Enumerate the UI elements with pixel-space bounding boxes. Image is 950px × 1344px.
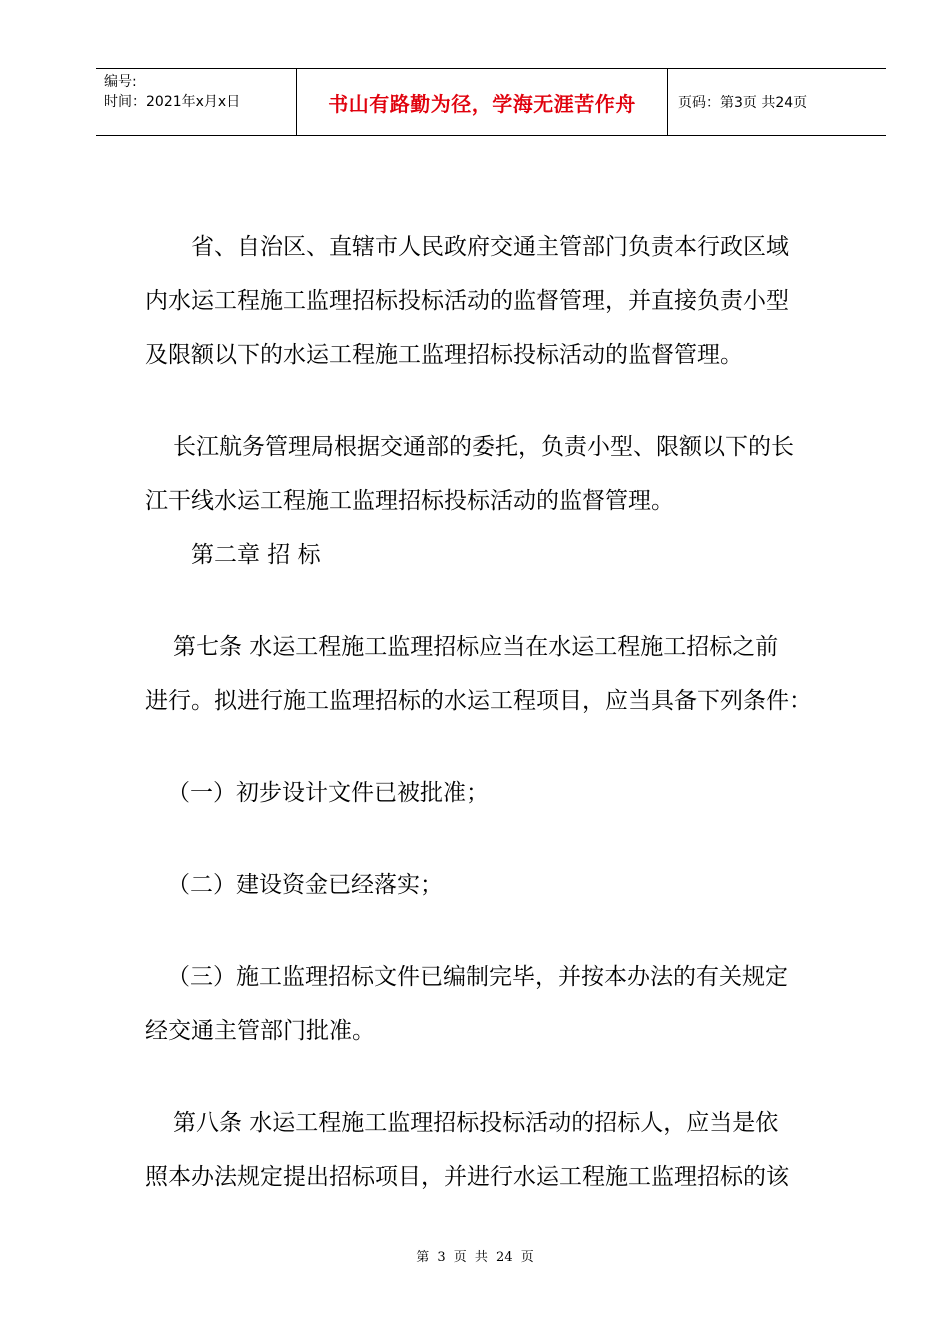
header-motto: 书山有路勤为径，学海无涯苦作舟 [297, 69, 668, 135]
condition-item-1: （一）初步设计文件已被批准； [167, 780, 489, 806]
chapter-heading: 第二章 招 标 [191, 542, 321, 568]
text-line: 第八条 水运工程施工监理招标投标活动的招标人，应当是依 [173, 1110, 779, 1136]
text-line: 及限额以下的水运工程施工监理招标投标活动的监督管理。 [145, 342, 743, 368]
header-meta [96, 69, 297, 135]
page-footer: 第 3 页 共 24 页 [416, 1250, 534, 1265]
text-line: 第七条 水运工程施工监理招标应当在水运工程施工招标之前 [173, 634, 779, 660]
text-line: 省、自治区、直辖市人民政府交通主管部门负责本行政区域 [191, 234, 789, 260]
number-label: 编号: [104, 74, 137, 90]
time-label: 时间：2021年x月x日 [104, 94, 241, 110]
document-body [145, 220, 845, 1204]
text-line: 内水运工程施工监理招标投标活动的监督管理，并直接负责小型 [145, 288, 789, 314]
text-line: 经交通主管部门批准。 [145, 1018, 375, 1044]
paragraph-yangtze [145, 420, 845, 528]
text-line: （三）施工监理招标文件已编制完毕，并按本办法的有关规定 [167, 964, 788, 990]
text-line: 进行。拟进行施工监理招标的水运工程项目，应当具备下列条件： [145, 688, 812, 714]
text-line: 照本办法规定提出招标项目，并进行水运工程施工监理招标的该 [145, 1164, 789, 1190]
paragraph-provincial [145, 220, 845, 382]
condition-item-3 [145, 950, 845, 1058]
article-8 [145, 1096, 845, 1204]
header-page-info: 页码：第3页 共24页 [678, 95, 808, 111]
document-header [96, 68, 886, 136]
article-7 [145, 620, 845, 728]
text-line: 江干线水运工程施工监理招标投标活动的监督管理。 [145, 488, 674, 514]
text-line: 长江航务管理局根据交通部的委托，负责小型、限额以下的长 [173, 434, 794, 460]
condition-item-2: （二）建设资金已经落实； [167, 872, 443, 898]
